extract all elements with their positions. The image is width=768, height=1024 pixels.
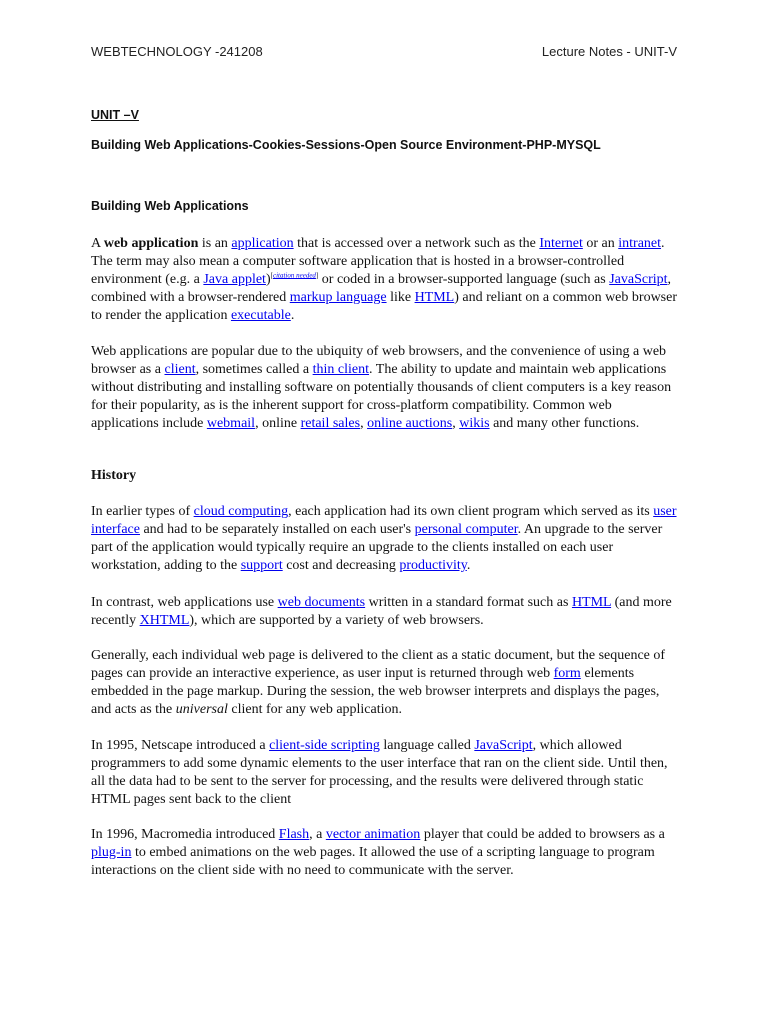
text: [ (270, 271, 273, 280)
citation-needed-superscript (271, 271, 319, 279)
link-html[interactable]: HTML (571, 595, 612, 610)
text: or coded in a browser-supported language (such as (318, 271, 610, 287)
link-user-interface[interactable]: user interface (91, 504, 677, 537)
text: player that could be added to browsers as a (420, 827, 665, 842)
link-citation-needed[interactable]: citation needed (272, 271, 316, 280)
text: In earlier types of (91, 504, 194, 519)
link-vector-animation[interactable]: vector animation (325, 827, 421, 842)
link-form[interactable]: form (553, 665, 581, 681)
link-markup-language[interactable]: markup language (289, 289, 387, 305)
link-xhtml[interactable]: XHTML (139, 612, 190, 628)
unit-title: UNIT –V (91, 108, 139, 122)
text: In contrast, web applications use (91, 595, 278, 610)
text: cost and decreasing (282, 557, 400, 573)
text: language called (379, 738, 475, 753)
text: , online (255, 415, 301, 431)
link-online-auctions[interactable]: online auctions (367, 415, 453, 431)
text: to embed animations on the web pages. It allowed the use of a scripting language to program interactions on the client side with no need to communicate with the server. (91, 844, 655, 878)
history-heading: History (91, 468, 137, 483)
link-retail-sales[interactable]: retail sales (300, 415, 361, 431)
text: . An upgrade to the server part of the application would typically require an upgrade to the clients installed on each user workstation, adding to the (91, 521, 663, 573)
paragraph-macromedia-1996 (91, 826, 681, 880)
link-webmail[interactable]: webmail (206, 415, 256, 431)
link-javascript[interactable]: JavaScript (609, 271, 668, 287)
section-title: Building Web Applications (91, 199, 249, 213)
text: , combined with a browser-rendered (91, 271, 672, 305)
text: , sometimes called a (195, 361, 313, 377)
text: , which allowed programmers to add some dynamic elements to the user interface that ran on the client side. Until then, all the data had to be sent to the server for processing, and the results were delivered through static HTML pages sent back to the client (91, 738, 668, 807)
text: and had to be separately installed on each user's (139, 521, 415, 537)
paragraph-popularity (91, 343, 681, 433)
header-course-code: WEBTECHNOLOGY -241208 (91, 44, 263, 59)
text: and many other functions. (489, 415, 640, 431)
text: ] (315, 271, 319, 280)
paragraph-netscape-1995 (91, 737, 681, 809)
text: , (360, 415, 368, 431)
link-plug-in[interactable]: plug-in (91, 844, 132, 860)
link-flash[interactable]: Flash (278, 827, 310, 842)
text: Web applications are popular due to the ubiquity of web browsers, and the convenience of using a web browser as a (91, 344, 667, 377)
link-executable[interactable]: executable (230, 307, 291, 323)
text: that is accessed over a network such as the (293, 236, 540, 251)
unit-subtitle: Building Web Applications-Cookies-Sessions-Open Source Environment-PHP-MYSQL (91, 138, 601, 152)
link-personal-computer[interactable]: personal computer (414, 521, 518, 537)
text: . The ability to update and maintain web applications without distributing and installing software on potentially thousands of client computers is a key reason for their popularity, as is the inherent support for cross-platform compatibility. Common web applications include (91, 361, 672, 431)
text: is an (198, 236, 232, 251)
text: In 1995, Netscape introduced a (91, 738, 270, 753)
emphasis-universal: universal (175, 701, 228, 717)
link-javascript[interactable]: JavaScript (474, 738, 533, 753)
link-web-documents[interactable]: web documents (277, 595, 366, 610)
link-html[interactable]: HTML (414, 289, 455, 305)
text: , (452, 415, 460, 431)
text: . The term may also mean a computer software application that is hosted in a browser-controlled environment (e.g. a (91, 236, 665, 287)
text: written in a standard format such as (365, 595, 572, 610)
text: ), which are supported by a variety of web browsers. (189, 612, 484, 628)
link-support[interactable]: support (240, 557, 283, 573)
paragraph-history-cloud (91, 503, 681, 575)
link-cloud-computing[interactable]: cloud computing (193, 504, 289, 519)
header-lecture-notes: Lecture Notes - UNIT-V (541, 44, 677, 59)
text: elements embedded in the page markup. During the session, the web browser interprets and displays the pages, and acts as the (91, 665, 660, 717)
text: , each application had its own client program which served as its (288, 504, 654, 519)
text: ) (265, 271, 271, 287)
paragraph-web-documents (91, 594, 681, 630)
text: . (290, 307, 295, 323)
link-intranet[interactable]: intranet (618, 236, 662, 251)
paragraph-web-application-definition (91, 235, 681, 325)
text: A (91, 236, 104, 251)
paragraph-static-document (91, 647, 681, 719)
text: . (466, 557, 471, 573)
text: , a (309, 827, 326, 842)
text: (and more recently (91, 595, 672, 628)
link-productivity[interactable]: productivity (399, 557, 467, 573)
link-thin-client[interactable]: thin client (312, 361, 370, 377)
link-application[interactable]: application (231, 236, 294, 251)
text: In 1996, Macromedia introduced (91, 827, 279, 842)
text: or an (582, 236, 619, 251)
term-web-application: web application (103, 236, 199, 251)
text: Generally, each individual web page is delivered to the client as a static document, but the sequence of pages can provide an interactive experience, as user input is returned through web (91, 648, 666, 681)
link-java-applet[interactable]: Java applet (203, 271, 266, 287)
link-internet[interactable]: Internet (539, 236, 583, 251)
link-client[interactable]: client (164, 361, 196, 377)
text: client for any web application. (227, 701, 403, 717)
text: like (386, 289, 415, 305)
text: ) and reliant on a common web browser to render the application (91, 289, 677, 323)
link-wikis[interactable]: wikis (459, 415, 490, 431)
link-client-side-scripting[interactable]: client-side scripting (269, 738, 380, 753)
